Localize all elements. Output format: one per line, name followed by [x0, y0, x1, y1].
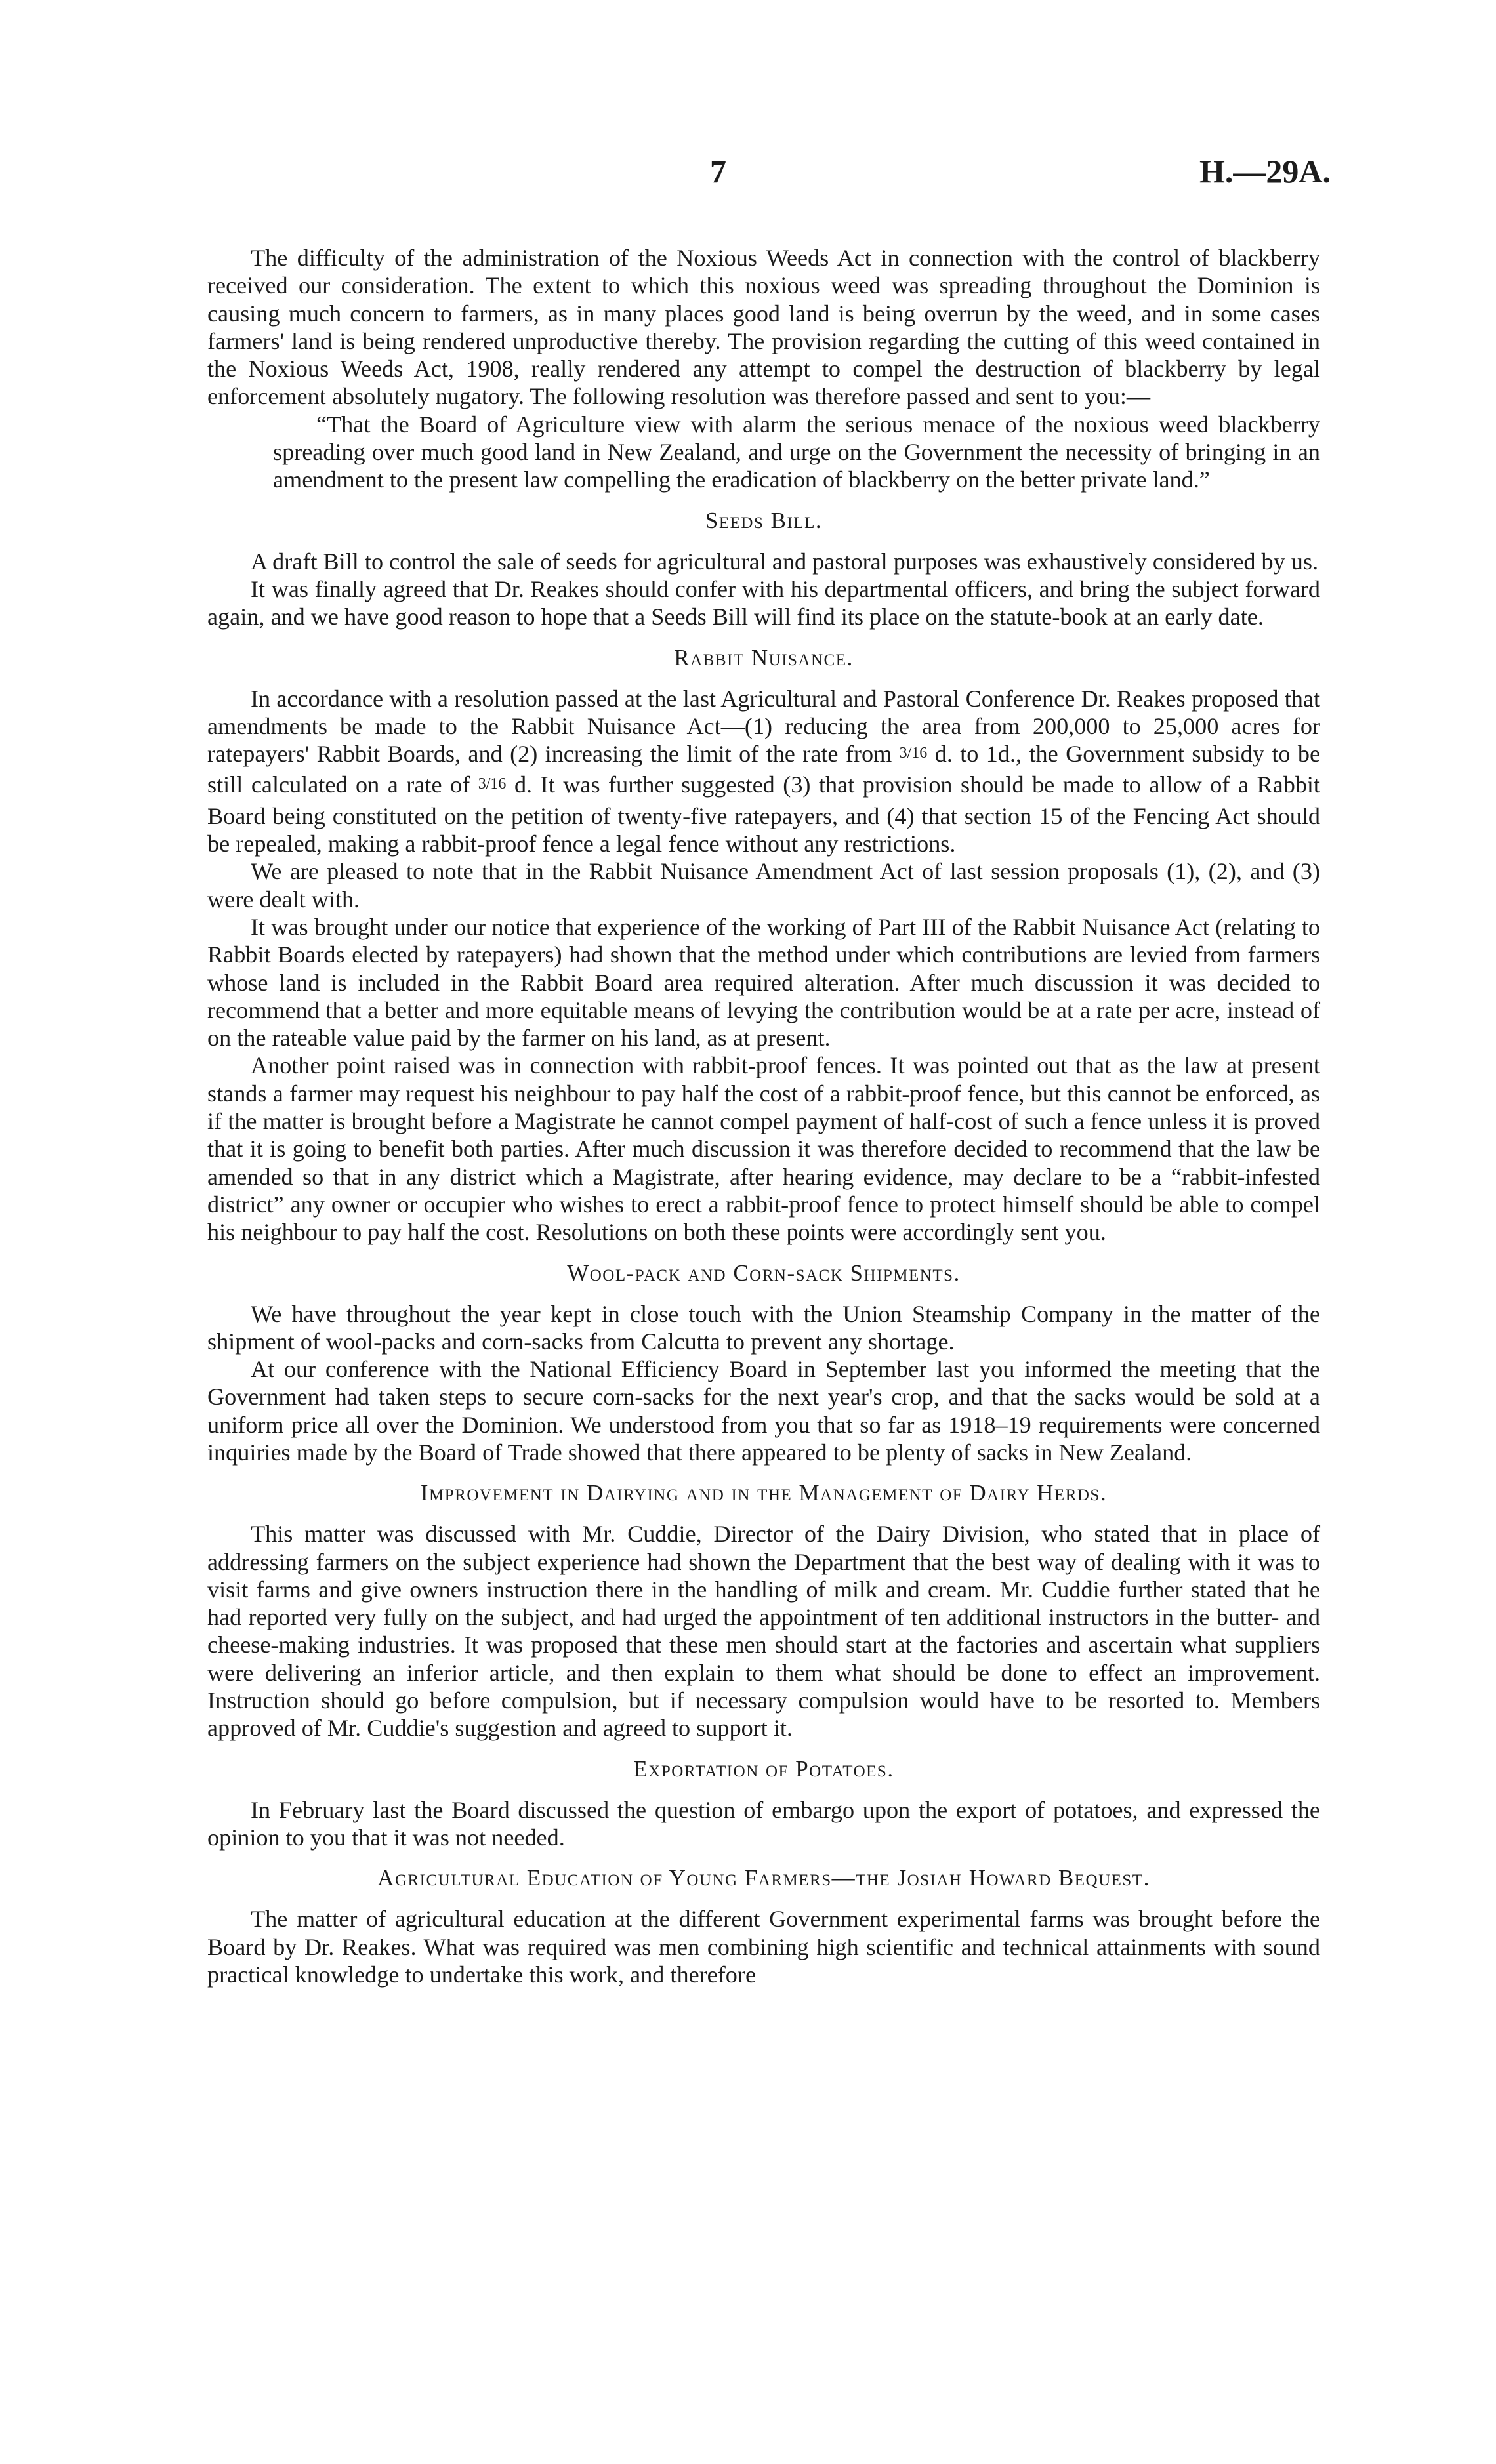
heading-woolpack-shipments: Wool-pack and Corn-sack Shipments. [567, 1260, 961, 1286]
paragraph-dairying-1: This matter was discussed with Mr. Cuddie, Director of the Dairy Division, who stated that in place of addressing farmers on the subject experience had shown the Department that the best way of dealing with it was to visit farms and give owners instruction there in the handling of milk and cream. Mr. Cuddie further stated that he had reported very fully on the subject, and had urged the appointment of ten additional instructors in the butter- and cheese-making industries. It was proposed that these men should start at the factories and ascertain what suppliers were delivering an inferior article, and then explain to them what should be done to effect an improvement. Instruction should go before compulsion, but if necessary compulsion would have to be resorted to. Members approved of Mr. Cuddie's suggestion and agreed to support it. [207, 1521, 1320, 1742]
paragraph-rabbit-3: It was brought under our notice that experience of the working of Part III of the Rabbit Nuisance Act (relating to Rabbit Boards elected by ratepayers) had shown that the method under which contributions are levied from farmers whose land is included in the Rabbit Board area required alteration. After much discussion it was decided to recommend that a better and more equitable means of levying the contribution would be at a rate per acre, instead of on the rateable value paid by the farmer on his land, as at present. [207, 913, 1320, 1052]
paragraph-rabbit-2: We are pleased to note that in the Rabbit Nuisance Amendment Act of last session proposals (1), (2), and (3) were dealt with. [207, 858, 1320, 913]
paragraph-rabbit-1-part-a: In accordance with a resolution passed at the last Agricultural and Pastoral Conference Dr. Reakes proposed that amendments be made to the Rabbit Nuisance Act—(1) reducing the area from 200,000 to 25,000 acres for ratepayers' Rabbit Boards, and (2) increasing the limit of the rate from [207, 685, 1320, 768]
paragraph-seeds-2: It was finally agreed that Dr. Reakes should confer with his departmental officers, and bring the subject forward again, and we have good reason to hope that a Seeds Bill will find its place on the statute-book at an early date. [207, 575, 1320, 630]
paragraph-potatoes-1: In February last the Board discussed the question of embargo upon the export of potatoes, and expressed the opinion to you that it was not needed. [207, 1796, 1320, 1851]
heading-rabbit-nuisance: Rabbit Nuisance. [674, 644, 854, 670]
paragraph-seeds-1: A draft Bill to control the sale of seeds for agricultural and pastoral purposes was exhaustively considered by us. [251, 548, 1319, 575]
paragraph-rabbit-1-part-c: d. It was further suggested (3) that provision should be made to allow of a Rabbit Board being constituted on the petition of twenty-five ratepayers, and (4) that section 15 of the Fencing Act should be repealed, making a rabbit-proof fence a legal fence without any restrictions. [207, 771, 1320, 857]
page-number: 7 [710, 153, 726, 190]
body-text [207, 244, 1320, 1988]
heading-seeds-bill: Seeds Bill. [705, 507, 823, 533]
paragraph-rabbit-1 [207, 685, 1320, 858]
heading-agricultural-education: Agricultural Education of Young Farmers—the Josiah Howard Bequest. [377, 1865, 1150, 1891]
paragraph-rabbit-4: Another point raised was in connection with rabbit-proof fences. It was pointed out that as the law at present stands a farmer may request his neighbour to pay half the cost of a rabbit-proof fence, but this cannot be enforced, as if the matter is brought before a Magistrate he cannot compel payment of half-cost of such a fence unless it is proved that it is going to benefit both parties. After much discussion it was therefore decided to recommend that the law be amended so that in any district which a Magistrate, after hearing evidence, may declare to be a “rabbit-infested district” any owner or occupier who wishes to erect a rabbit-proof fence to protect himself should be able to compel his neighbour to pay half the cost. Resolutions on both these points were accordingly sent you. [207, 1052, 1320, 1246]
paragraph-woolpack-2: At our conference with the National Efficiency Board in September last you informed the meeting that the Government had taken steps to secure corn-sacks for the next year's crop, and that the sacks would be sold at a uniform price all over the Dominion. We understood from you that so far as 1918–19 requirements were concerned inquiries made by the Board of Trade showed that there appeared to be plenty of sacks in New Zealand. [207, 1356, 1320, 1466]
paragraph-rabbit-1-part-b: d. to 1d., the Government subsidy to be still calculated on a rate of [207, 741, 1321, 798]
fraction-three-sixteenths: 3/16 [478, 775, 507, 793]
heading-dairying: Improvement in Dairying and in the Management of Dairy Herds. [420, 1480, 1108, 1506]
document-reference: H.—29A. [1199, 153, 1331, 190]
paragraph-education-1: The matter of agricultural education at the different Government experimental farms was brought before the Board by Dr. Reakes. What was required was men combining high scientific and technical attainments with sound practical knowledge to undertake this work, and therefore [207, 1906, 1320, 1988]
paragraph-woolpack-1: We have throughout the year kept in close touch with the Union Steamship Company in the matter of the shipment of wool-packs and corn-sacks from Calcutta to prevent any shortage. [207, 1300, 1320, 1355]
resolution-quote: “That the Board of Agriculture view with alarm the serious menace of the noxious weed blackberry spreading over much good land in New Zealand, and urge on the Government the necessity of bringing in an amendment to the present law compelling the eradication of blackberry on the better private land.” [273, 411, 1320, 493]
heading-potatoes: Exportation of Potatoes. [633, 1756, 894, 1782]
paragraph-blackberry: The difficulty of the administration of the Noxious Weeds Act in connection with the control of blackberry received our consideration. The extent to which this noxious weed was spreading throughout the Dominion is causing much concern to farmers, as in many places good land is being overrun by the weed, and in some cases farmers' land is being rendered unproductive thereby. The provision regarding the cutting of this weed contained in the Noxious Weeds Act, 1908, really rendered any attempt to compel the destruction of blackberry by legal enforcement absolutely nugatory. The following resolution was therefore passed and sent to you:— [207, 245, 1320, 410]
fraction-three-sixteenths: 3/16 [899, 745, 928, 762]
